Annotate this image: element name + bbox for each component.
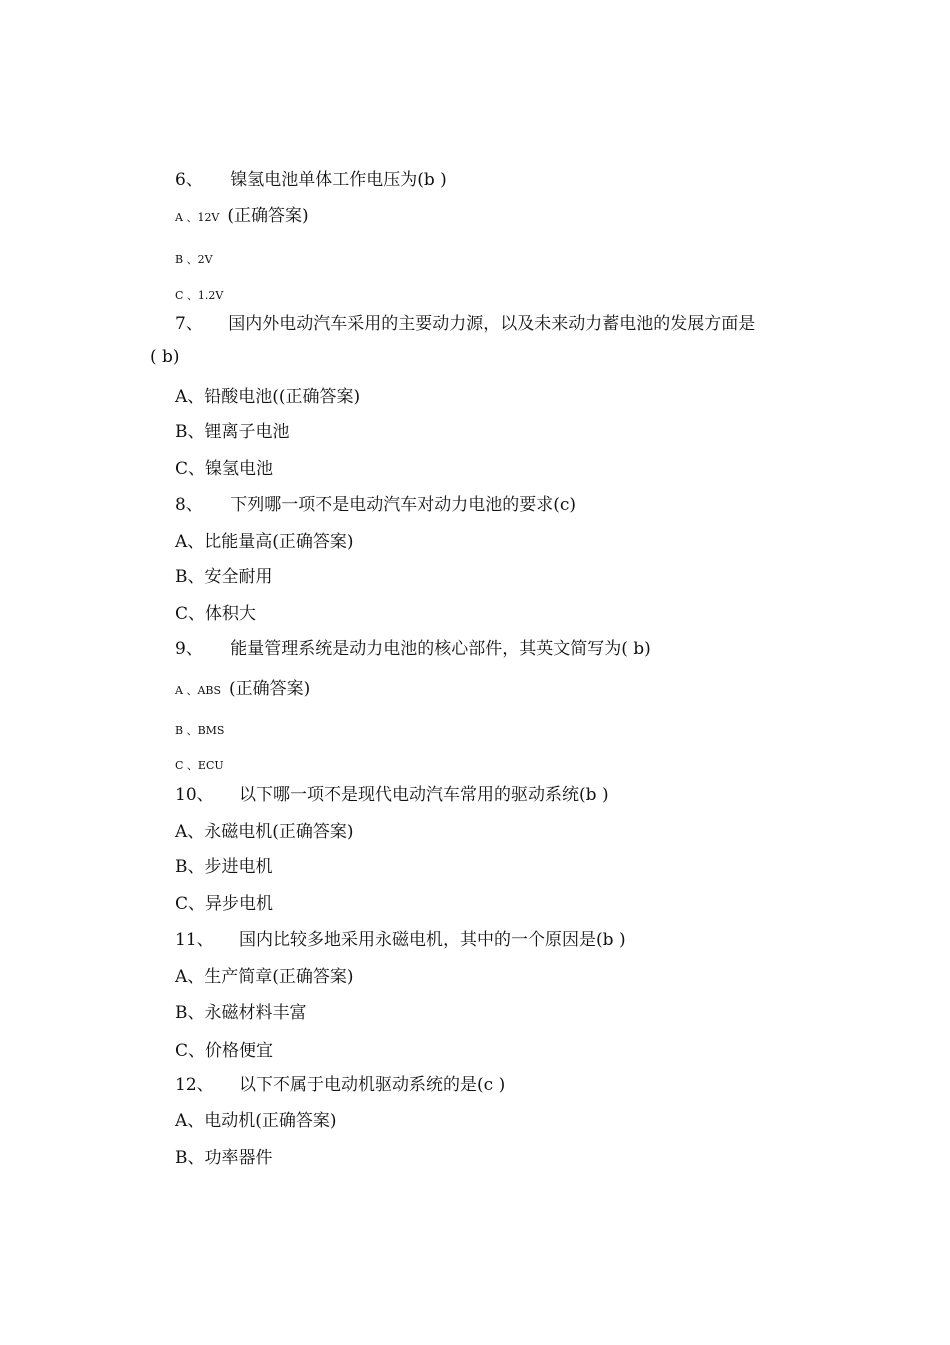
option-c: C、镍氢电池: [175, 459, 274, 479]
option-c: C、价格便宜: [175, 1041, 274, 1061]
option-b: B 、BMS: [175, 724, 225, 737]
option-b: B 、2V: [175, 253, 213, 266]
question-number: 9、: [175, 639, 203, 659]
question-text: 国内比较多地采用永磁电机，其中的一个原因是(b ): [239, 930, 626, 950]
question-text: 下列哪一项不是电动汽车对动力电池的要求(c): [230, 495, 577, 515]
question-number: 6、: [175, 170, 203, 190]
option-c: C 、ECU: [175, 759, 224, 772]
question-12: [175, 1074, 505, 1096]
option-a: A、永磁电机(正确答案): [175, 822, 354, 842]
question-text: 国内外电动汽车采用的主要动力源，以及未来动力蓄电池的发展方面是: [228, 314, 756, 334]
option-a: A、铅酸电池((正确答案): [175, 387, 361, 407]
option-c: C、体积大: [175, 604, 257, 624]
question-9: [175, 638, 651, 660]
question-10: [175, 784, 609, 806]
question-text-continued: ( b): [150, 347, 180, 367]
option-text: A 、12V: [175, 211, 220, 224]
answer-annotation: (正确答案): [227, 206, 309, 226]
option-b: B、锂离子电池: [175, 422, 290, 442]
option-a: A、比能量高(正确答案): [175, 532, 354, 552]
option-b: B、永磁材料丰富: [175, 1003, 307, 1023]
option-b: B、安全耐用: [175, 567, 273, 587]
question-6: [175, 169, 447, 191]
question-number: 10、: [175, 785, 214, 805]
option-c: C 、1.2V: [175, 289, 224, 302]
question-text: 镍氢电池单体工作电压为(b ): [230, 170, 447, 190]
option-text: A 、ABS: [175, 684, 222, 697]
question-text: 能量管理系统是动力电池的核心部件，其英文简写为( b): [230, 639, 651, 659]
option-c: C、异步电机: [175, 894, 274, 914]
option-b: B、步进电机: [175, 857, 273, 877]
question-number: 11、: [175, 930, 214, 950]
option-a: [175, 205, 309, 229]
question-number: 8、: [175, 495, 203, 515]
option-b: B、功率器件: [175, 1148, 273, 1168]
answer-annotation: (正确答案): [229, 679, 311, 699]
question-text: 以下哪一项不是现代电动汽车常用的驱动系统(b ): [239, 785, 609, 805]
option-a: [175, 678, 310, 702]
option-a: A、生产简章(正确答案): [175, 967, 354, 987]
question-text: 以下不属于电动机驱动系统的是(c ): [239, 1075, 506, 1095]
question-8: [175, 494, 576, 516]
question-7: [175, 313, 755, 335]
question-11: [175, 929, 626, 951]
question-number: 7、: [175, 314, 203, 334]
option-a: A、电动机(正确答案): [175, 1111, 337, 1131]
question-number: 12、: [175, 1075, 214, 1095]
